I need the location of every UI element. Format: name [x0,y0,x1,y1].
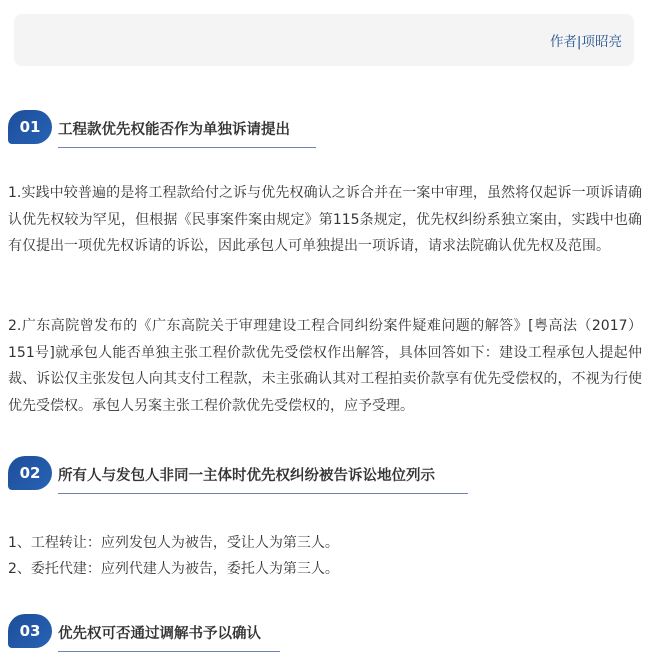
author-box [14,14,634,66]
list-item: 2、委托代建：应列代建人为被告，委托人为第三人。 [8,561,339,577]
author-byline: 作者|项昭亮 [549,34,622,50]
section-number-badge: 03 [8,614,52,648]
section-number-badge: 02 [8,456,52,490]
paragraph-1: 1.实践中较普遍的是将工程款给付之诉与优先权确认之诉合并在一案中审理，虽然将仅起诉一项诉请确认优先权较为罕见，但根据《民事案件案由规定》第115条规定，优先权纠纷系独立案由，实践中也确有仅提出一项优先权诉请的诉讼，因此承包人可单独提出一项诉请，请求法院确认优先权及范围。 [8,185,642,254]
section-title: 优先权可否通过调解书予以确认 [58,626,261,642]
section-number-badge: 01 [8,110,52,144]
section-header-03 [8,614,648,654]
paragraph-2: 2.广东高院曾发布的《广东高院关于审理建设工程合同纠纷案件疑难问题的解答》[粤高法（2017）151号]就承包人能否单独主张工程价款优先受偿权作出解答，具体回答如下：建设工程承包人提起仲裁、诉讼仅主张发包人向其支付工程款，未主张确认其对工程拍卖价款享有优先受偿权的，不视为行使优先受偿权。承包人另案主张工程价款优先受偿权的，应予受理。 [8,318,642,414]
section-underline [58,651,280,652]
section-header-02 [8,456,648,496]
section-underline [58,493,468,494]
section-header-01 [8,110,648,150]
section-underline [58,147,316,148]
list-item: 1、工程转让：应列发包人为被告，受让人为第三人。 [8,535,339,551]
section-title: 工程款优先权能否作为单独诉请提出 [58,122,290,138]
section-title: 所有人与发包人非同一主体时优先权纠纷被告诉讼地位列示 [58,468,435,484]
